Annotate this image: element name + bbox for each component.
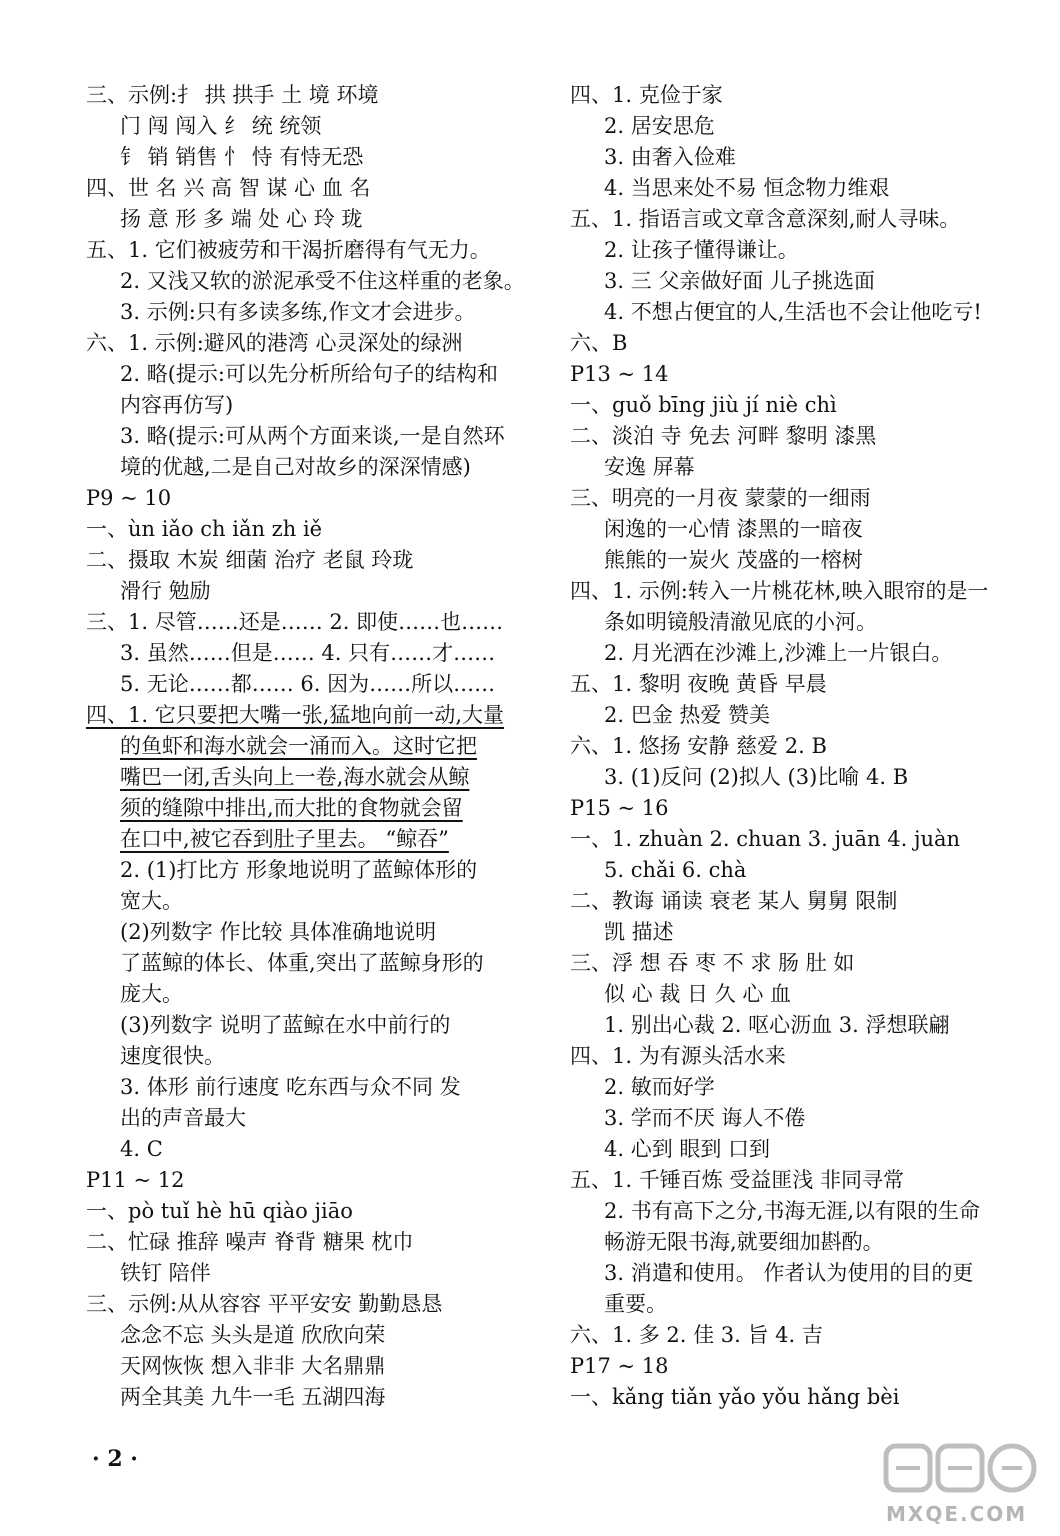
left-answer-line: 4. C [120, 1137, 163, 1161]
right-answer-line: 畅游无限书海,就要细加斟酌。 [604, 1230, 884, 1254]
left-answer-line: 六、1. 示例:避风的港湾 心灵深处的绿洲 [86, 331, 463, 355]
right-answer-line: 2. 书有高下之分,书海无涯,以有限的生命 [604, 1199, 981, 1223]
left-answer-line: 2. (1)打比方 形象地说明了蓝鲸体形的 [120, 858, 478, 882]
right-answer-line: 条如明镜般清澈见底的小河。 [604, 610, 877, 634]
left-answer-line: P9 ~ 10 [86, 486, 172, 510]
left-answer-line: 五、1. 它们被疲劳和干渴折磨得有气无力。 [86, 238, 491, 262]
right-answer-line: 安逸 屏幕 [604, 455, 695, 479]
page-number: · 2 · [92, 1446, 138, 1472]
right-answer-line: 四、1. 为有源头活水来 [570, 1044, 786, 1068]
left-answer-line: 的鱼虾和海水就会一涌而入。这时它把 [120, 734, 477, 758]
left-column [86, 80, 536, 1413]
left-answer-line: 一、pò tuǐ hè hū qiào jiāo [86, 1199, 353, 1223]
left-answer-line: 5. 无论……都…… 6. 因为……所以…… [120, 672, 496, 696]
right-answer-line: 3. 由奢入俭难 [604, 145, 736, 169]
left-answer-line: 3. 示例:只有多读多练,作文才会进步。 [120, 300, 476, 324]
right-answer-line: 1. 别出心裁 2. 呕心沥血 3. 浮想联翩 [604, 1013, 950, 1037]
left-answer-line: 四、世 名 兴 高 智 谋 心 血 名 [86, 176, 371, 200]
watermark [882, 1440, 1040, 1528]
right-answer-line: 闲逸的一心情 漆黑的一暗夜 [604, 517, 863, 541]
left-answer-line: 了蓝鲸的体长、体重,突出了蓝鲸身形的 [120, 951, 484, 975]
left-answer-line: 两全其美 九牛一毛 五湖四海 [120, 1385, 386, 1409]
right-answer-line: 三、明亮的一月夜 蒙蒙的一细雨 [570, 486, 871, 510]
left-answer-line: 嘴巴一闭,舌头向上一卷,海水就会从鲸 [120, 765, 470, 789]
right-answer-line: 五、1. 指语言或文章含意深刻,耐人寻味。 [570, 207, 961, 231]
left-answer-line: 天网恢恢 想入非非 大名鼎鼎 [120, 1354, 386, 1378]
right-column [570, 80, 1030, 1413]
right-answer-line: P15 ~ 16 [570, 796, 669, 820]
left-answer-line: 扬 意 形 多 端 处 心 玲 珑 [120, 207, 363, 231]
right-answer-line: P13 ~ 14 [570, 362, 669, 386]
left-answer-line: 2. 又浅又软的淤泥承受不住这样重的老象。 [120, 269, 525, 293]
left-answer-line: 3. 略(提示:可从两个方面来谈,一是自然环 [120, 424, 505, 448]
right-answer-line: 5. chǎi 6. chà [604, 858, 747, 882]
left-answer-line: 钅 销 销售 忄 恃 有恃无恐 [120, 145, 364, 169]
left-answer-line: 二、摄取 木炭 细菌 治疗 老鼠 玲珑 [86, 548, 414, 572]
left-answer-line: 门 闯 闯入 纟 统 统领 [120, 114, 322, 138]
left-answer-line: 铁钉 陪伴 [120, 1261, 211, 1285]
right-answer-line: 五、1. 黎明 夜晚 黄昏 早晨 [570, 672, 827, 696]
right-answer-line: 3. 三 父亲做好面 儿子挑选面 [604, 269, 876, 293]
left-answer-line: 2. 略(提示:可以先分析所给句子的结构和 [120, 362, 498, 386]
left-answer-line: 三、1. 尽管……还是…… 2. 即使……也…… [86, 610, 504, 634]
right-answer-line: 一、kǎng tiǎn yǎo yǒu hǎng bèi [570, 1385, 900, 1409]
left-answer-line: 庞大。 [120, 982, 183, 1006]
left-answer-line: 3. 体形 前行速度 吃东西与众不同 发 [120, 1075, 461, 1099]
right-answer-line: 四、1. 克俭于家 [570, 83, 723, 107]
right-answer-line: 3. 消遣和使用。 作者认为使用的目的更 [604, 1261, 974, 1285]
left-answer-line: (2)列数字 作比较 具体准确地说明 [120, 920, 437, 944]
right-answer-line: 六、B [570, 331, 628, 355]
right-answer-line: 二、淡泊 寺 免去 河畔 黎明 漆黑 [570, 424, 877, 448]
left-answer-line: 三、示例:从从容容 平平安安 勤勤恳恳 [86, 1292, 443, 1316]
right-answer-line: 六、1. 悠扬 安静 慈爱 2. B [570, 734, 827, 758]
right-answer-line: 2. 让孩子懂得谦让。 [604, 238, 799, 262]
left-answer-line: 三、示例:扌 拱 拱手 土 境 环境 [86, 83, 379, 107]
right-answer-line: 2. 月光洒在沙滩上,沙滩上一片银白。 [604, 641, 953, 665]
left-answer-line: 出的声音最大 [120, 1106, 246, 1130]
right-answer-line: 三、浮 想 吞 枣 不 求 肠 肚 如 [570, 951, 855, 975]
right-answer-line: 似 心 裁 日 久 心 血 [604, 982, 792, 1006]
left-answer-line: P11 ~ 12 [86, 1168, 185, 1192]
left-answer-line: 速度很快。 [120, 1044, 225, 1068]
left-answer-line: 四、1. 它只要把大嘴一张,猛地向前一动,大量 [86, 703, 505, 727]
left-answer-line: 内容再仿写) [120, 393, 234, 417]
left-answer-line: 宽大。 [120, 889, 183, 913]
right-answer-line: 2. 巴金 热爱 赞美 [604, 703, 771, 727]
left-answer-line: 3. 虽然……但是…… 4. 只有……才…… [120, 641, 496, 665]
right-answer-line: 五、1. 千锤百炼 受益匪浅 非同寻常 [570, 1168, 905, 1192]
left-answer-line: 须的缝隙中排出,而大批的食物就会留 [120, 796, 463, 820]
right-answer-line: 3. (1)反问 (2)拟人 (3)比喻 4. B [604, 765, 909, 789]
right-answer-line: P17 ~ 18 [570, 1354, 669, 1378]
left-answer-line: (3)列数字 说明了蓝鲸在水中前行的 [120, 1013, 451, 1037]
right-answer-line: 四、1. 示例:转入一片桃花林,映入眼帘的是一 [570, 579, 989, 603]
left-answer-line: 一、ùn iǎo ch iǎn zh iě [86, 517, 323, 541]
right-answer-line: 一、guǒ bīng jiù jí niè chì [570, 393, 837, 417]
answer-stamp-icon [882, 1440, 1040, 1500]
left-answer-line: 滑行 勉励 [120, 579, 211, 603]
right-answer-line: 重要。 [604, 1292, 667, 1316]
left-answer-line: 念念不忘 头头是道 欣欣向荣 [120, 1323, 386, 1347]
right-answer-line: 2. 居安思危 [604, 114, 715, 138]
right-answer-line: 2. 敏而好学 [604, 1075, 715, 1099]
right-answer-line: 一、1. zhuàn 2. chuan 3. juān 4. juàn [570, 827, 961, 851]
right-answer-line: 六、1. 多 2. 佳 3. 旨 4. 吉 [570, 1323, 823, 1347]
right-answer-line: 4. 不想占便宜的人,生活也不会让他吃亏! [604, 300, 982, 324]
watermark-text: MXQE.COM [886, 1502, 1028, 1526]
right-answer-line: 熊熊的一炭火 茂盛的一榕树 [604, 548, 863, 572]
right-answer-line: 二、教诲 诵读 衰老 某人 舅舅 限制 [570, 889, 898, 913]
right-answer-line: 4. 当思来处不易 恒念物力维艰 [604, 176, 890, 200]
left-answer-line: 在口中,被它吞到肚子里去。 “鲸吞” [120, 827, 449, 851]
right-answer-line: 4. 心到 眼到 口到 [604, 1137, 771, 1161]
right-answer-line: 3. 学而不厌 诲人不倦 [604, 1106, 806, 1130]
left-answer-line: 二、忙碌 推辞 噪声 脊背 糖果 枕巾 [86, 1230, 414, 1254]
left-answer-line: 境的优越,二是自己对故乡的深深情感) [120, 455, 471, 479]
right-answer-line: 凯 描述 [604, 920, 674, 944]
